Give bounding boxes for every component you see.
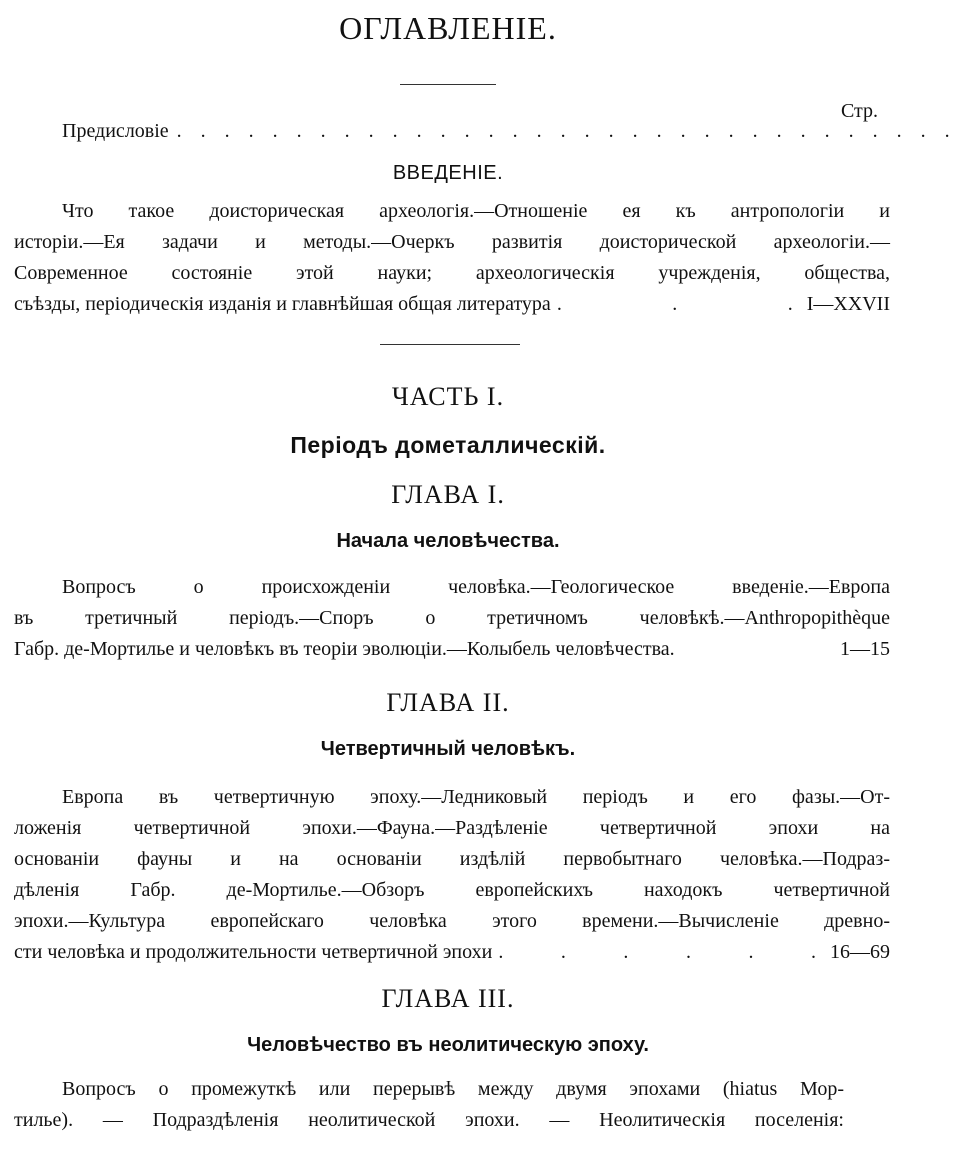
intro-entry [14,196,890,320]
chapter-heading: ГЛАВА III. [381,984,515,1013]
leader-dots: . . . [556,293,801,315]
page-column-header: Стр. [840,100,878,122]
chapter-heading: ГЛАВА I. [391,480,505,509]
preface-label: Предисловіе [62,120,169,142]
entry-line: съѣзды, періодическія изданія и главнѣйшая общая литература [14,293,551,315]
chapter-entry [14,1074,844,1136]
title-divider [400,84,496,85]
entry-last-line [14,634,890,665]
entry-line: дѣленія Габр. де-Мортилье.—Обзоръ европейскихъ находокъ четвертичной [14,879,890,901]
section-divider [380,344,520,345]
entry-last-line [14,937,890,968]
entry-line: основаніи фауны и на основаніи издѣлій первобытнаго человѣка.—Подраз- [14,848,890,870]
entry-line: эпохи.—Культура европейскаго человѣка этого времени.—Вычисленіе древно- [14,910,890,932]
leader-dots: . . . . . . [498,941,824,963]
part-title: Періодъ дометаллическій. [290,432,606,458]
chapter-entry [14,782,890,968]
chapter-title: Человѣчество въ неолитическую эпоху. [247,1034,649,1056]
preface-entry [62,120,957,143]
chapter-title: Начала человѣчества. [336,530,560,552]
entry-line: Современное состояніе этой науки; археологическія учрежденія, общества, [14,262,890,284]
entry-line: Вопросъ о происхожденіи человѣка.—Геологическое введеніе.—Европа [62,576,890,598]
preface-leader-dots: . . . . . . . . . . . . . . . . . . . . . . . . . . . . . . . . . [176,120,957,142]
entry-line: тилье). — Подраздѣленія неолитической эпохи. — Неолитическія поселенія: [14,1109,844,1131]
entry-line: Европа въ четвертичную эпоху.—Ледниковый періодъ и его фазы.—От- [62,786,890,808]
leader-dots [681,634,834,665]
chapter-title: Четвертичный человѣкъ. [320,738,576,760]
part-heading: ЧАСТЬ I. [391,382,505,411]
page-range: 16—69 [830,941,890,963]
entry-line: Вопросъ о промежуткѣ или перерывѣ между двумя эпохами (hiatus Мор- [62,1078,844,1100]
entry-line: Габр. де-Мортилье и человѣкъ въ теоріи эволюціи.—Колыбель человѣчества. [14,638,675,660]
entry-line: въ третичный періодъ.—Споръ о третичномъ человѣкѣ.—Anthropopithèque [14,607,890,629]
page-range: I—XXVII [806,293,890,315]
entry-line: исторіи.—Ея задачи и методы.—Очеркъ развитія доисторической археологіи.— [14,231,890,253]
page-range: 1—15 [840,638,890,660]
chapter-entry [14,572,890,665]
intro-heading: ВВЕДЕНІЕ. [392,162,504,184]
entry-last-line [14,289,890,320]
entry-line: сти человѣка и продолжительности четвертичной эпохи [14,941,493,963]
page-title: ОГЛАВЛЕНІЕ. [339,10,557,46]
entry-line: Что такое доисторическая археологія.—Отношеніе ея къ антропологіи и [62,200,890,222]
entry-line: ложенія четвертичной эпохи.—Фауна.—Раздѣленіе четвертичной эпохи на [14,817,890,839]
chapter-heading: ГЛАВА II. [386,688,510,717]
